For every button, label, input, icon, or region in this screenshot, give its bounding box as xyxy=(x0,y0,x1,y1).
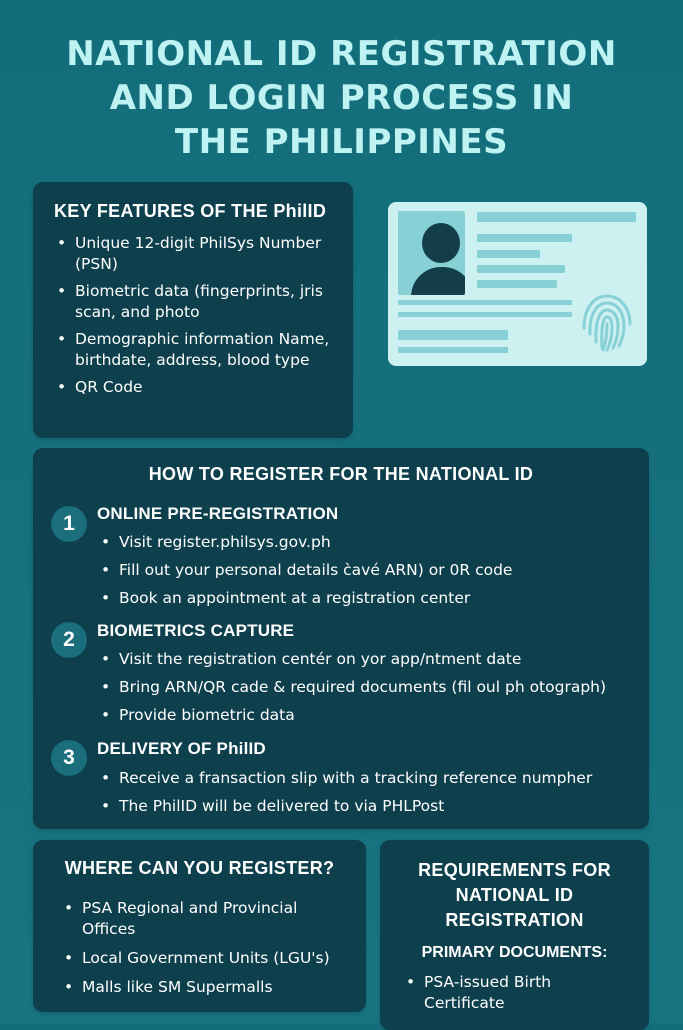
step-number-1: 1 xyxy=(51,506,87,542)
step-1-list xyxy=(99,532,644,616)
card-line xyxy=(398,330,508,340)
card-line xyxy=(477,280,557,288)
list-item: • Biometric data (fingerprints, jris scan, and photo xyxy=(55,281,345,323)
list-item: • Visit register.philsys.gov.ph xyxy=(99,532,644,553)
how-to-register-panel xyxy=(33,448,649,829)
list-item: • Fill out your personal details c̀avé ARN) or 0R code xyxy=(99,560,644,581)
step-number-2: 2 xyxy=(51,622,87,658)
list-item: • Demographic information Name, birthdate, address, blood type xyxy=(55,329,345,371)
step-title-biometrics-capture: BIOMETRICS CAPTURE xyxy=(97,621,295,640)
list-item: • Book an appointment at a registration center xyxy=(99,588,644,609)
step-3-list xyxy=(99,768,644,824)
list-item: • Malls like SM Supermalls xyxy=(62,977,352,998)
list-item: • PSA Regional and Provincial Offices xyxy=(62,898,352,940)
card-line xyxy=(398,312,572,317)
title-line-2: AND LOGIN PROCESS IN xyxy=(109,78,574,118)
fingerprint-icon xyxy=(578,290,636,354)
title-line-1: NATIONAL ID REGISTRATION xyxy=(66,34,617,74)
list-item: • Receive a fransaction slip with a tracking reference numpher xyxy=(99,768,644,789)
key-features-panel xyxy=(33,182,353,438)
where-to-register-panel xyxy=(33,840,366,1012)
where-heading: WHERE CAN YOU REGISTER? xyxy=(64,858,335,878)
page-title xyxy=(0,32,683,164)
card-line xyxy=(398,300,572,305)
card-line xyxy=(477,234,572,242)
step-2-list xyxy=(99,649,644,733)
step-title-delivery: DELIVERY OF PhilID xyxy=(97,739,266,758)
step-title-online-pre-registration: ONLINE PRE-REGISTRATION xyxy=(97,504,339,523)
primary-documents-heading: PRIMARY DOCUMENTS: xyxy=(421,944,608,961)
list-item: • The PhilID will be delivered to via PHLPost xyxy=(99,796,644,817)
requirements-heading-line-2: NATIONAL ID xyxy=(455,885,574,905)
list-item: • Provide biometric data xyxy=(99,705,644,726)
card-line xyxy=(477,265,565,273)
card-line xyxy=(477,212,636,222)
key-features-list xyxy=(55,233,345,404)
list-item: • Unique 12-digit PhilSys Number (PSN) xyxy=(55,233,345,275)
requirements-list xyxy=(404,972,634,1014)
card-line xyxy=(477,250,540,258)
id-card-icon xyxy=(388,202,647,366)
list-item: • Visit the registration centér on yor app/ntment date xyxy=(99,649,644,670)
where-list xyxy=(62,898,352,1006)
step-number-3: 3 xyxy=(51,740,87,776)
requirements-heading xyxy=(380,858,649,933)
key-features-heading: KEY FEATURES OF THE PhilID xyxy=(54,201,327,221)
requirements-heading-line-3: REGISTRATION xyxy=(445,910,584,930)
list-item: • QR Code xyxy=(55,377,345,398)
title-line-3: THE PHILIPPINES xyxy=(174,122,509,162)
register-heading: HOW TO REGISTER FOR THE NATIONAL ID xyxy=(148,464,534,484)
list-item: • Bring ARN/QR cade & required documents (fil oul ph otograph) xyxy=(99,677,644,698)
list-item: • Local Government Units (LGU's) xyxy=(62,948,352,969)
requirements-panel xyxy=(380,840,649,1030)
avatar-icon xyxy=(398,211,465,295)
requirements-heading-line-1: REQUIREMENTS FOR xyxy=(418,860,611,880)
card-line xyxy=(398,347,508,353)
list-item: • PSA-issued Birth Certificate xyxy=(404,972,634,1014)
